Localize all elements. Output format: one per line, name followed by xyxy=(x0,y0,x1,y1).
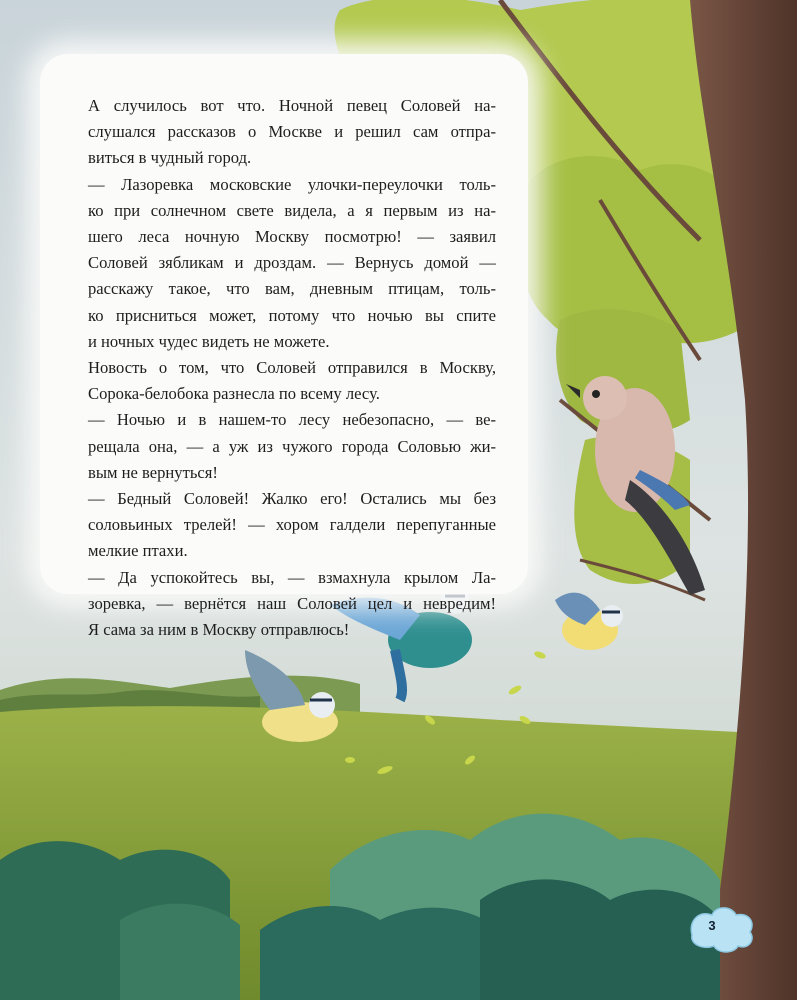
text-line: Я сама за ним в Москву отправлюсь! xyxy=(88,620,350,640)
paragraph xyxy=(66,486,496,565)
text-line: — Ночью и в нашем-то лесу небезопасно, — ве- xyxy=(88,410,496,430)
text-line: шего леса ночную Москву посмотрю! — заявил xyxy=(88,227,496,247)
text-line: и ночных чудес видеть не можете. xyxy=(88,331,330,351)
paragraph xyxy=(66,93,496,172)
page-number: 3 xyxy=(708,918,716,933)
text-line: мелкие птахи. xyxy=(88,541,188,561)
text-line: рещала она, — а уж из чужого города Соловью жи- xyxy=(88,436,496,456)
text-line: ко присниться может, потому что ночью вы спите xyxy=(88,305,496,325)
text-line: Сорока-белобока разнесла по всему лесу. xyxy=(88,384,380,404)
text-line: — Да успокойтесь вы, — взмахнула крылом Ла- xyxy=(88,567,496,587)
text-line: Новость о том, что Соловей отправился в Москву, xyxy=(88,358,496,378)
text-line: расскажу такое, что вам, дневным птицам, толь- xyxy=(88,279,496,299)
text-line: Соловей зябликам и дроздам. — Вернусь домой — xyxy=(88,253,496,273)
paragraph xyxy=(66,407,496,486)
paragraph xyxy=(66,565,496,644)
paragraph xyxy=(66,172,496,355)
story-text xyxy=(66,93,496,643)
text-line: соловьиных трелей! — хором галдели перепуганные xyxy=(88,515,496,535)
paragraph xyxy=(66,355,496,407)
text-line: вым не вернуться! xyxy=(88,462,218,482)
text-line: ко при солнечном свете видела, а я первым из на- xyxy=(88,200,496,220)
text-line: — Лазоревка московские улочки-переулочки толь- xyxy=(88,174,496,194)
text-line: зоревка, — вернётся наш Соловей цел и невредим! xyxy=(88,593,496,613)
text-line: А случилось вот что. Ночной певец Соловей на- xyxy=(88,96,496,115)
text-line: виться в чудный город. xyxy=(88,148,252,168)
text-line: — Бедный Соловей! Жалко его! Остались мы без xyxy=(88,489,496,509)
text-line: слушался рассказов о Москве и решил сам отпра- xyxy=(88,122,496,142)
